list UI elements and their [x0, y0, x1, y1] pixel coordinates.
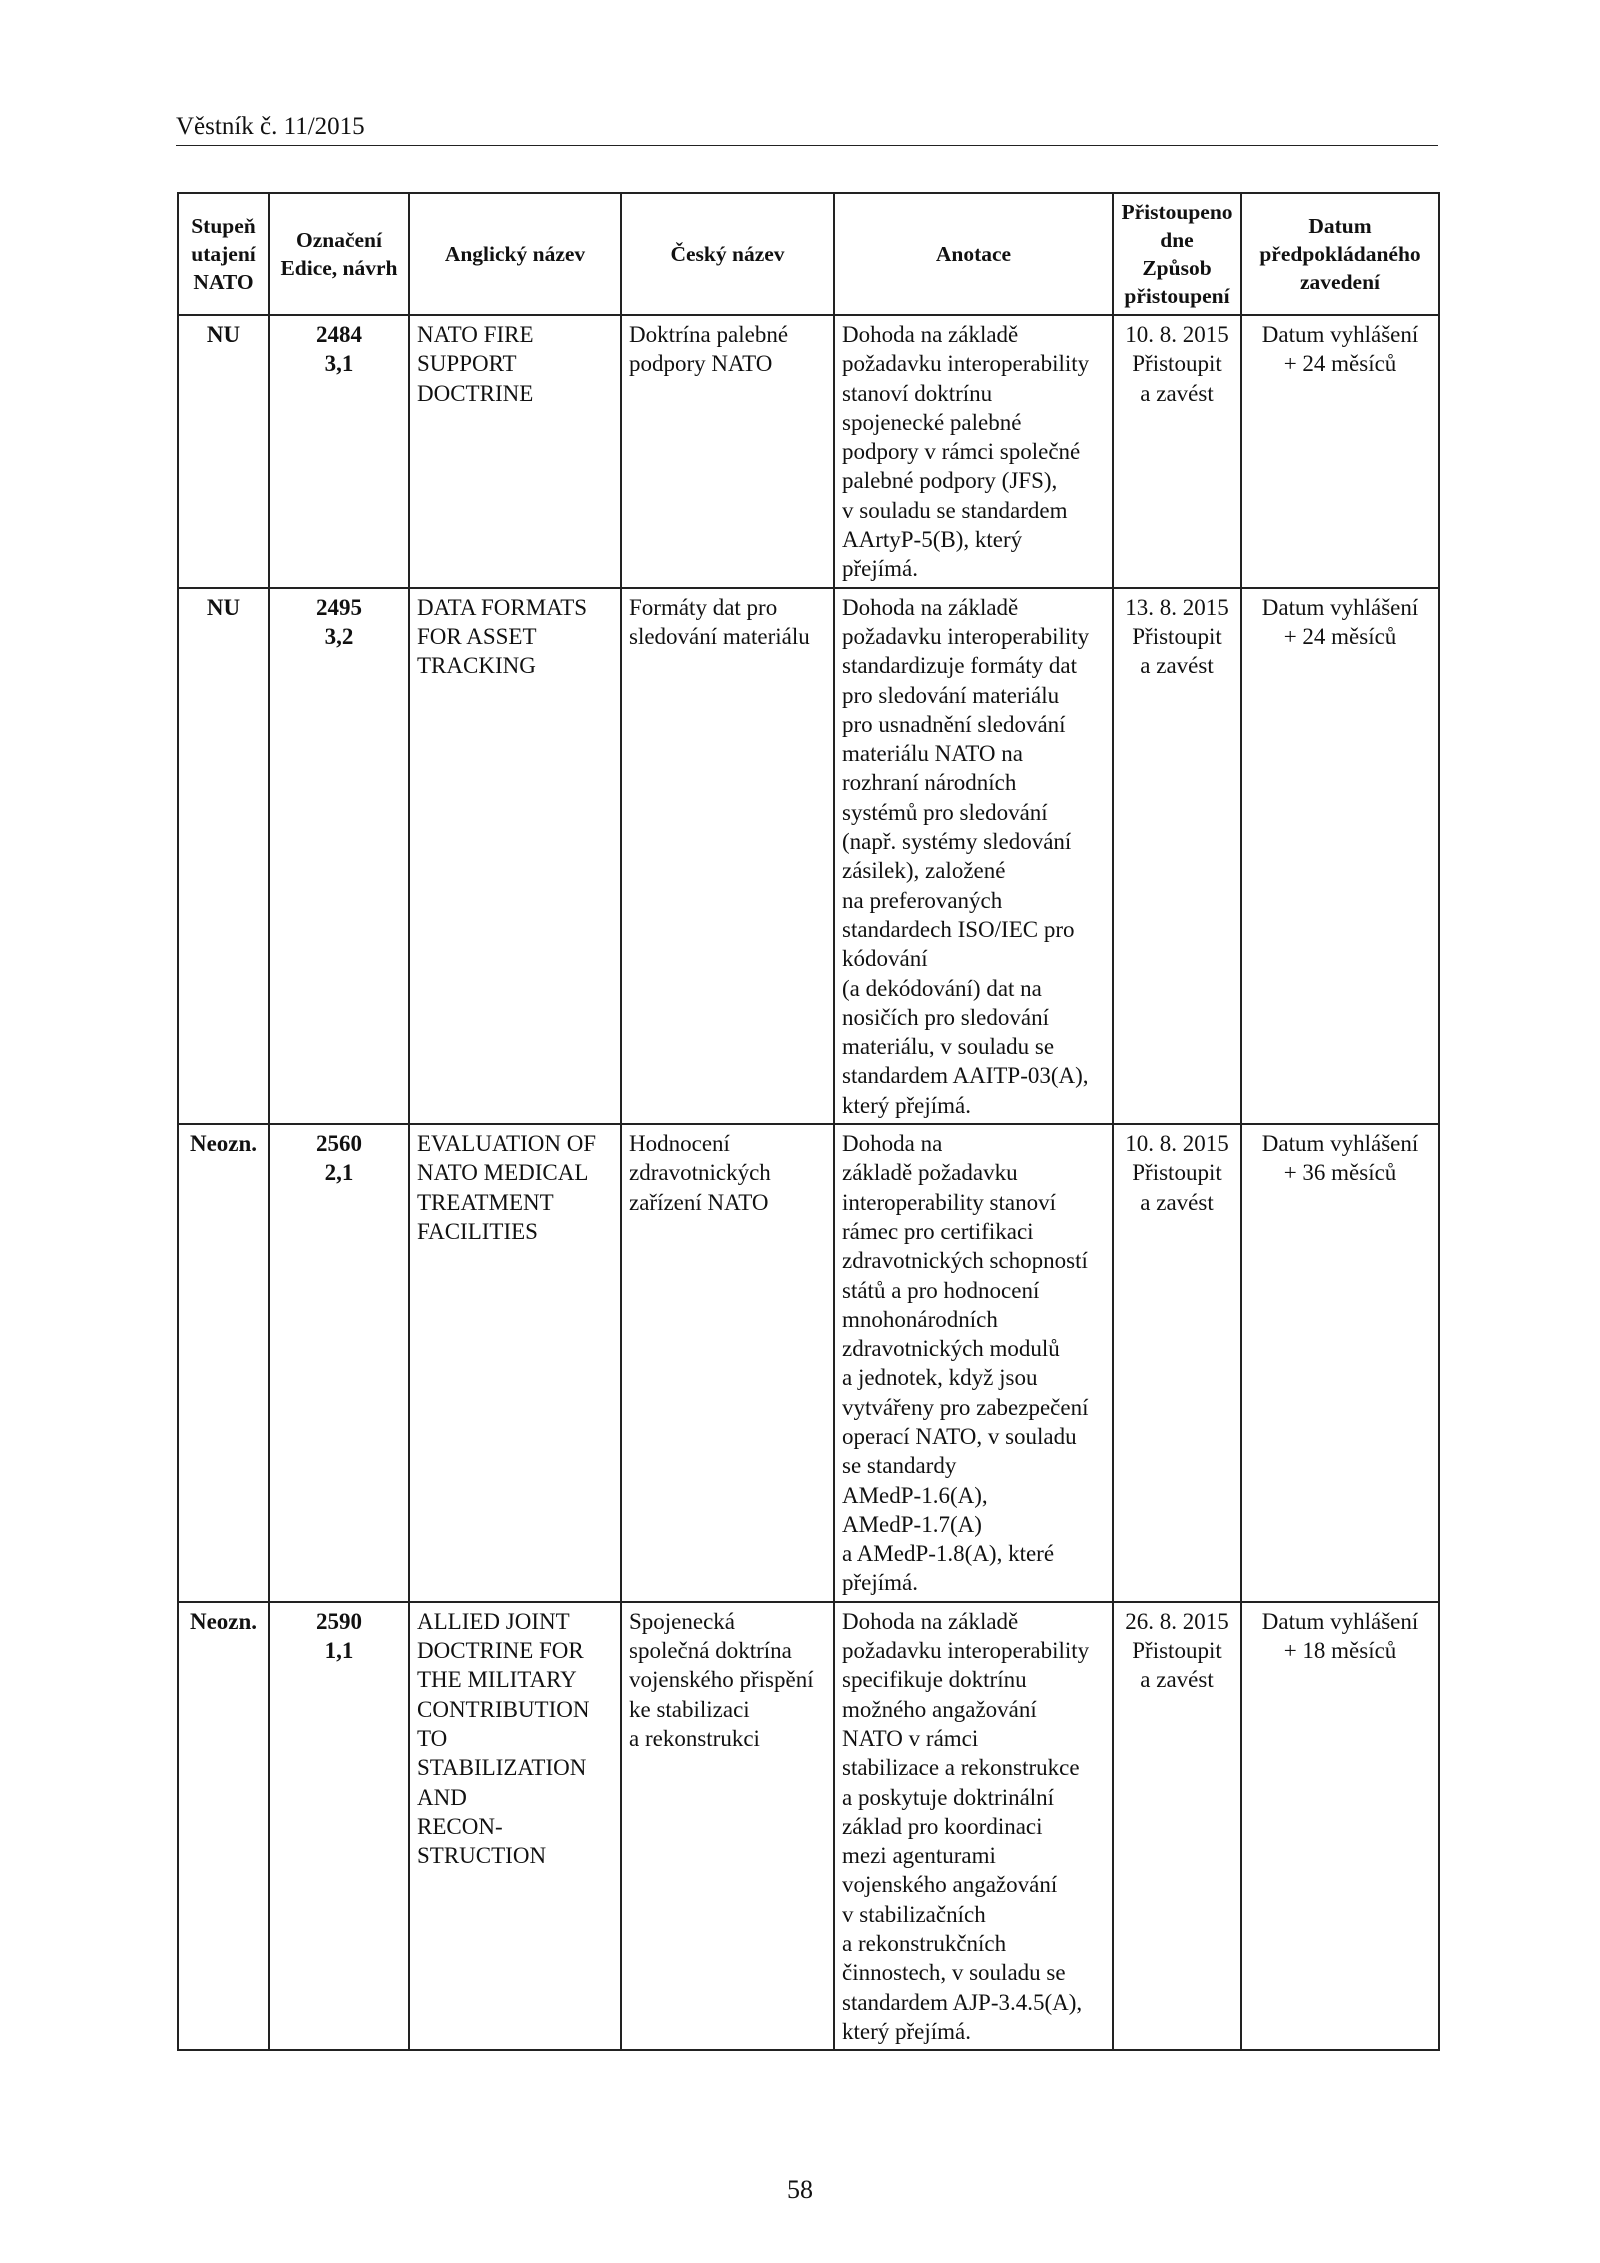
table-body [178, 315, 1439, 2050]
annotation-line: a rekonstrukčních [842, 1931, 1007, 1957]
implementation-line: Datum vyhlášení [1261, 594, 1419, 620]
ratification-line: 13. 8. 2015 [1125, 594, 1229, 620]
annotation-line: rámec pro certifikaci [842, 1218, 1034, 1244]
classification-cell: Neozn. [178, 1124, 269, 1602]
czech-title-line: společná doktrína [629, 1638, 792, 1664]
designation-line: 1,1 [324, 1638, 354, 1664]
annotation-cell [834, 1602, 1113, 2050]
header-line: předpokládaného [1259, 242, 1421, 266]
header-line: Edice, návrh [280, 256, 398, 280]
english-title-line: DATA FORMATS [417, 594, 588, 620]
annotation-line: základ pro koordinaci [842, 1813, 1043, 1839]
header-line: Stupeň [191, 214, 256, 238]
czech-title-line: podpory NATO [629, 351, 773, 377]
classification-cell: Neozn. [178, 1602, 269, 2050]
annotation-line: interoperability stanoví [842, 1189, 1056, 1215]
annotation-line: požadavku interoperability [842, 623, 1090, 649]
english-title-line: STABILIZATION [417, 1755, 587, 1781]
implementation-line: + 18 měsíců [1283, 1638, 1397, 1664]
english-title-line: FOR ASSET [417, 623, 537, 649]
annotation-line: v stabilizačních [842, 1901, 986, 1927]
annotation-line: standardizuje formáty dat [842, 653, 1078, 679]
annotation-line: pro usnadnění sledování [842, 711, 1066, 737]
english-title-cell [409, 588, 621, 1124]
czech-title-line: ke stabilizaci [629, 1696, 750, 1722]
ratification-line: Přistoupit [1132, 351, 1222, 377]
english-title-cell [409, 1124, 621, 1602]
col-header-annotation [834, 193, 1113, 315]
annotation-line: operací NATO, v souladu [842, 1423, 1077, 1449]
annotation-line: rozhraní národních [842, 770, 1017, 796]
header-line: NATO [193, 270, 254, 294]
annotation-line: kódování [842, 946, 928, 972]
ratification-line: 26. 8. 2015 [1125, 1608, 1229, 1634]
annotation-line: Dohoda na základě [842, 322, 1019, 347]
annotation-cell [834, 1124, 1113, 1602]
annotation-line: spojenecké palebné [842, 409, 1022, 435]
designation-line: 2590 [316, 1608, 362, 1634]
czech-title-line: sledování materiálu [629, 623, 810, 649]
ratification-cell [1113, 1602, 1241, 2050]
designation-cell [269, 1602, 409, 2050]
annotation-line: vojenského angažování [842, 1872, 1058, 1898]
czech-title-line: vojenského přispění [629, 1667, 814, 1693]
annotation-line: který přejímá. [842, 2018, 972, 2044]
ratification-cell [1113, 588, 1241, 1124]
ratification-line: a zavést [1140, 1667, 1214, 1693]
czech-title-line: a rekonstrukci [629, 1725, 760, 1751]
annotation-line: který přejímá. [842, 1092, 972, 1118]
annotation-line: a AMedP-1.8(A), které [842, 1541, 1055, 1567]
ratification-line: a zavést [1140, 380, 1214, 406]
english-title-line: ALLIED JOINT [417, 1608, 570, 1634]
czech-title-line: Spojenecká [629, 1608, 736, 1634]
annotation-line: zásilek), založené [842, 858, 1006, 884]
annotation-line: materiálu NATO na [842, 741, 1023, 767]
implementation-cell [1241, 1124, 1439, 1602]
classification-cell: NU [178, 588, 269, 1124]
czech-title-line: Formáty dat pro [629, 594, 778, 620]
english-title-line: TRACKING [417, 653, 536, 679]
col-header-ratification [1113, 193, 1241, 315]
header-line: přistoupení [1124, 284, 1230, 308]
annotation-line: standardech ISO/IEC pro [842, 916, 1075, 942]
english-title-line: NATO FIRE [417, 322, 534, 347]
ratification-line: 10. 8. 2015 [1125, 322, 1229, 347]
table-row [178, 1602, 1439, 2050]
annotation-cell [834, 588, 1113, 1124]
col-header-designation [269, 193, 409, 315]
header-line: Označení [296, 228, 382, 252]
annotation-line: základě požadavku [842, 1160, 1018, 1186]
annotation-line: stabilizace a rekonstrukce [842, 1755, 1080, 1781]
english-title-line: DOCTRINE FOR [417, 1638, 584, 1664]
implementation-cell [1241, 1602, 1439, 2050]
col-header-english-title [409, 193, 621, 315]
czech-title-cell [621, 1602, 834, 2050]
designation-line: 2560 [316, 1131, 362, 1157]
english-title-line: RECON- [417, 1813, 503, 1839]
designation-cell [269, 588, 409, 1124]
header-line: Přistoupeno [1121, 200, 1233, 224]
english-title-line: FACILITIES [417, 1218, 538, 1244]
designation-line: 2484 [316, 322, 362, 347]
annotation-line: vytvářeny pro zabezpečení [842, 1394, 1089, 1420]
classification-cell: NU [178, 315, 269, 588]
running-header: Věstník č. 11/2015 [176, 112, 1438, 146]
czech-title-cell [621, 315, 834, 588]
ratification-line: Přistoupit [1132, 1160, 1222, 1186]
designation-line: 2,1 [324, 1160, 354, 1186]
english-title-cell [409, 315, 621, 588]
designation-line: 2495 [316, 594, 362, 620]
implementation-cell [1241, 588, 1439, 1124]
annotation-line: mnohonárodních [842, 1306, 998, 1332]
czech-title-line: zdravotnických [629, 1160, 771, 1186]
ratification-line: a zavést [1140, 653, 1214, 679]
english-title-line: SUPPORT [417, 351, 517, 377]
implementation-cell [1241, 315, 1439, 588]
designation-line: 3,2 [324, 623, 354, 649]
annotation-line: na preferovaných [842, 887, 1003, 913]
ratification-line: 10. 8. 2015 [1125, 1131, 1229, 1157]
english-title-line: EVALUATION OF [417, 1131, 597, 1157]
annotation-line: standardem AAITP-03(A), [842, 1063, 1089, 1089]
implementation-line: Datum vyhlášení [1261, 1131, 1419, 1157]
annotation-line: NATO v rámci [842, 1725, 979, 1751]
col-header-implementation-date [1241, 193, 1439, 315]
czech-title-line: zařízení NATO [629, 1189, 769, 1215]
ratification-cell [1113, 1124, 1241, 1602]
annotation-line: stanoví doktrínu [842, 380, 993, 406]
annotation-line: Dohoda na [842, 1131, 943, 1157]
czech-title-cell [621, 1124, 834, 1602]
table-header-row [178, 193, 1439, 315]
header-line: Datum [1308, 214, 1372, 238]
header-line: Způsob [1142, 256, 1212, 280]
table-row [178, 1124, 1439, 1602]
implementation-line: Datum vyhlášení [1261, 1608, 1419, 1634]
ratification-line: a zavést [1140, 1189, 1214, 1215]
czech-title-line: Hodnocení [629, 1131, 730, 1157]
header-line: Český název [670, 242, 785, 266]
annotation-line: (a dekódování) dat na [842, 975, 1042, 1001]
english-title-line: TO [417, 1725, 448, 1751]
header-line: Anglický název [444, 242, 586, 266]
czech-title-cell [621, 588, 834, 1124]
annotation-line: palebné podpory (JFS), [842, 468, 1058, 494]
designation-cell [269, 1124, 409, 1602]
stanag-table [177, 192, 1440, 2051]
annotation-line: se standardy [842, 1453, 957, 1479]
annotation-line: požadavku interoperability [842, 1638, 1090, 1664]
col-header-classification [178, 193, 269, 315]
ratification-cell [1113, 315, 1241, 588]
english-title-line: DOCTRINE [417, 380, 534, 406]
english-title-line: STRUCTION [417, 1843, 547, 1869]
english-title-line: CONTRIBUTION [417, 1696, 590, 1722]
czech-title-line: Doktrína palebné [629, 322, 789, 347]
header-line: utajení [191, 242, 256, 266]
table-row [178, 588, 1439, 1124]
annotation-line: možného angažování [842, 1696, 1037, 1722]
annotation-line: požadavku interoperability [842, 351, 1090, 377]
header-line: dne [1160, 228, 1194, 252]
annotation-line: materiálu, v souladu se [842, 1034, 1055, 1060]
implementation-line: Datum vyhlášení [1261, 322, 1419, 347]
annotation-line: (např. systémy sledování [842, 829, 1072, 855]
page-number: 58 [787, 2175, 813, 2204]
implementation-line: + 36 měsíců [1283, 1160, 1397, 1186]
annotation-line: pro sledování materiálu [842, 682, 1060, 708]
english-title-line: AND [417, 1784, 467, 1810]
english-title-line: NATO MEDICAL [417, 1160, 589, 1186]
annotation-line: mezi agenturami [842, 1843, 996, 1869]
annotation-line: Dohoda na základě [842, 594, 1019, 620]
annotation-line: Dohoda na základě [842, 1608, 1019, 1634]
annotation-line: a poskytuje doktrinální [842, 1784, 1055, 1810]
designation-line: 3,1 [324, 351, 354, 377]
header-line: zavedení [1299, 270, 1381, 294]
english-title-line: TREATMENT [417, 1189, 554, 1215]
table-row [178, 315, 1439, 588]
annotation-line: zdravotnických modulů [842, 1336, 1060, 1362]
annotation-line: systémů pro sledování [842, 799, 1048, 825]
annotation-line: AMedP-1.6(A), [842, 1482, 988, 1508]
header-line: Anotace [935, 242, 1012, 266]
implementation-line: + 24 měsíců [1283, 623, 1397, 649]
english-title-cell [409, 1602, 621, 2050]
designation-cell [269, 315, 409, 588]
ratification-line: Přistoupit [1132, 1638, 1222, 1664]
annotation-line: přejímá. [842, 1570, 918, 1596]
col-header-czech-title [621, 193, 834, 315]
annotation-line: činnostech, v souladu se [842, 1960, 1066, 1986]
annotation-line: přejímá. [842, 556, 918, 582]
annotation-line: států a pro hodnocení [842, 1277, 1040, 1303]
annotation-line: specifikuje doktrínu [842, 1667, 1027, 1693]
annotation-line: AArtyP-5(B), který [842, 527, 1023, 553]
english-title-line: THE MILITARY [417, 1667, 577, 1693]
annotation-line: podpory v rámci společné [842, 439, 1081, 465]
annotation-line: AMedP-1.7(A) [842, 1511, 982, 1537]
annotation-line: a jednotek, když jsou [842, 1365, 1038, 1391]
implementation-line: + 24 měsíců [1283, 351, 1397, 377]
annotation-line: zdravotnických schopností [842, 1248, 1088, 1274]
annotation-line: v souladu se standardem [842, 497, 1068, 523]
ratification-line: Přistoupit [1132, 623, 1222, 649]
annotation-cell [834, 315, 1113, 588]
annotation-line: nosičích pro sledování [842, 1004, 1049, 1030]
annotation-line: standardem AJP-3.4.5(A), [842, 1989, 1083, 2015]
